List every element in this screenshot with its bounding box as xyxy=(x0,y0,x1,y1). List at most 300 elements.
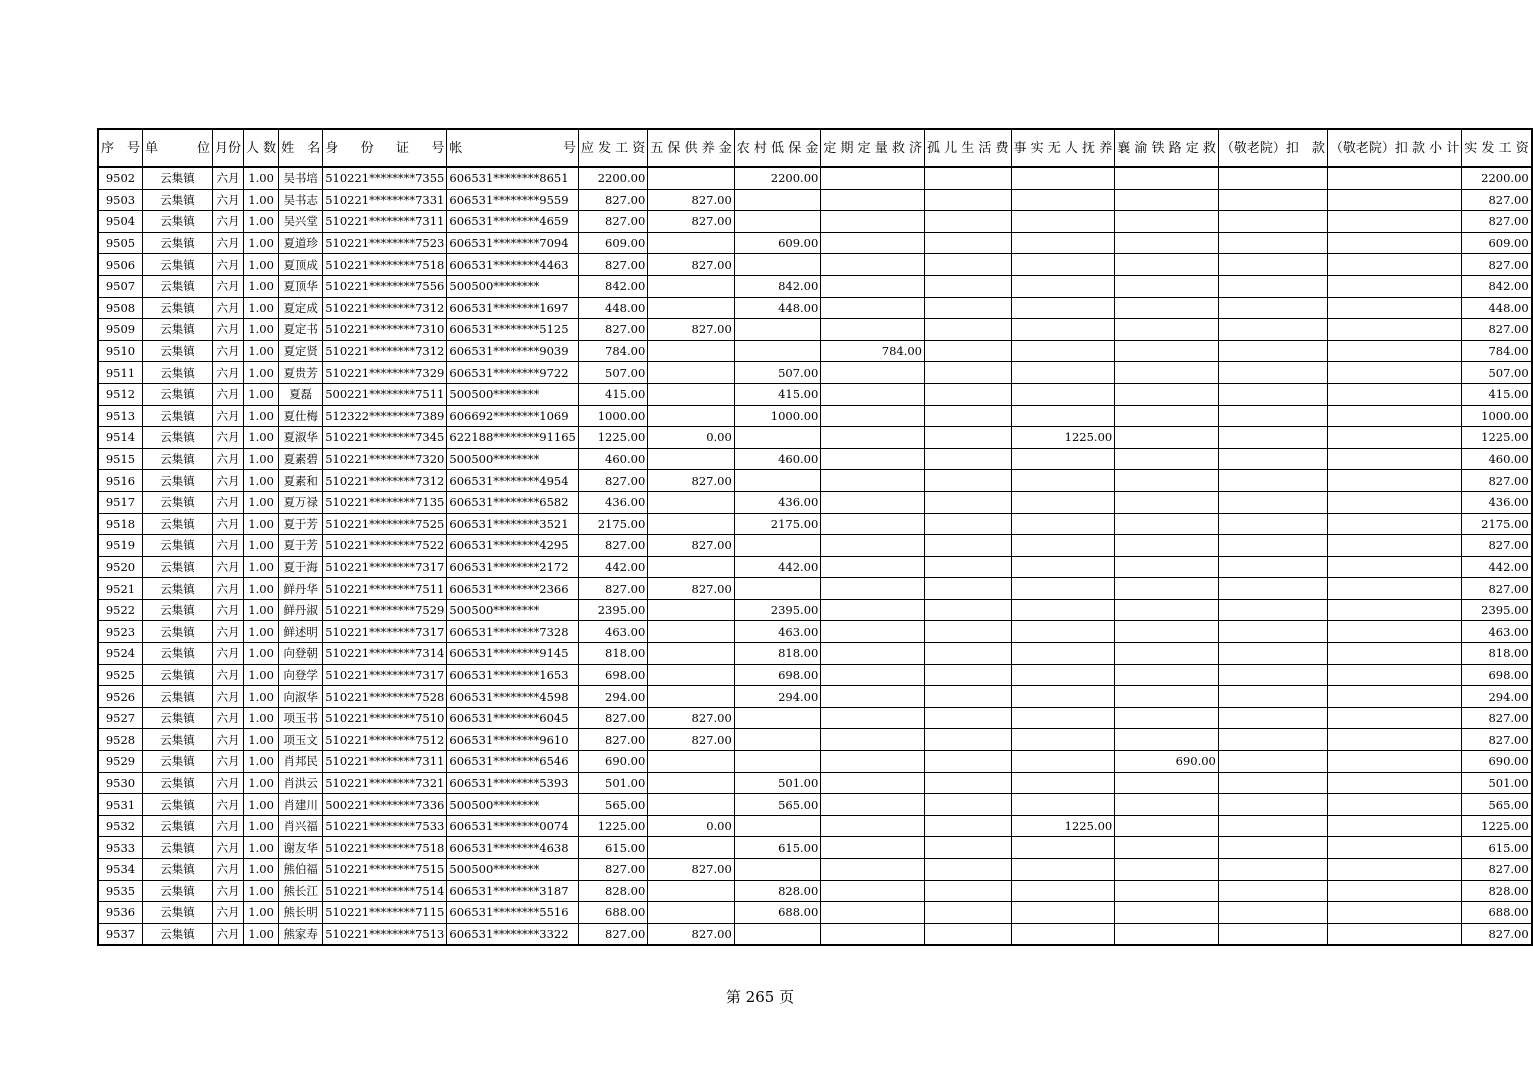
table-cell: 606531********5125 xyxy=(447,319,578,341)
table-cell xyxy=(1011,383,1115,405)
table-cell: 827.00 xyxy=(648,578,735,600)
table-cell: 510221********7515 xyxy=(323,859,447,881)
table-cell: 507.00 xyxy=(734,362,821,384)
table-cell xyxy=(1218,232,1327,254)
table-cell xyxy=(1218,923,1327,945)
table-cell: 1.00 xyxy=(244,275,279,297)
table-cell: 1.00 xyxy=(244,751,279,773)
table-cell: 448.00 xyxy=(734,297,821,319)
table-cell: 9532 xyxy=(98,815,143,837)
table-cell xyxy=(1011,513,1115,535)
table-cell xyxy=(1327,729,1461,751)
table-cell: 向淑华 xyxy=(279,686,323,708)
table-cell xyxy=(1011,189,1115,211)
table-cell xyxy=(821,664,925,686)
table-row xyxy=(98,535,1532,557)
table-cell xyxy=(821,880,925,902)
table-row xyxy=(98,621,1532,643)
table-cell: 606531********5393 xyxy=(447,772,578,794)
table-cell xyxy=(1115,578,1219,600)
table-cell: 六月 xyxy=(213,448,244,470)
table-cell: 云集镇 xyxy=(143,189,213,211)
table-cell xyxy=(1327,837,1461,859)
table-cell: 六月 xyxy=(213,383,244,405)
table-cell: 夏顶成 xyxy=(279,254,323,276)
table-cell xyxy=(1218,189,1327,211)
table-cell: 1.00 xyxy=(244,340,279,362)
table-cell xyxy=(1115,275,1219,297)
table-cell: 827.00 xyxy=(648,707,735,729)
table-cell: 827.00 xyxy=(648,189,735,211)
table-cell: 9505 xyxy=(98,232,143,254)
table-cell xyxy=(1115,491,1219,513)
table-cell xyxy=(1327,232,1461,254)
table-cell: 云集镇 xyxy=(143,535,213,557)
table-cell xyxy=(1218,664,1327,686)
table-cell xyxy=(1327,578,1461,600)
table-cell: 云集镇 xyxy=(143,362,213,384)
table-cell xyxy=(648,794,735,816)
table-cell: 夏顶华 xyxy=(279,275,323,297)
table-cell xyxy=(821,599,925,621)
table-cell xyxy=(648,448,735,470)
table-cell: 9525 xyxy=(98,664,143,686)
table-cell: 827.00 xyxy=(1462,189,1532,211)
table-cell xyxy=(1011,686,1115,708)
table-cell xyxy=(925,772,1012,794)
table-cell: 9518 xyxy=(98,513,143,535)
table-cell: 827.00 xyxy=(578,707,647,729)
table-cell: 向登朝 xyxy=(279,643,323,665)
table-cell: 9513 xyxy=(98,405,143,427)
table-row xyxy=(98,167,1532,189)
table-cell xyxy=(1218,383,1327,405)
table-cell xyxy=(1115,643,1219,665)
table-cell: 熊长明 xyxy=(279,902,323,924)
table-cell xyxy=(1218,319,1327,341)
table-cell xyxy=(1218,859,1327,881)
table-cell xyxy=(925,513,1012,535)
table-cell: 827.00 xyxy=(648,535,735,557)
table-cell: 9519 xyxy=(98,535,143,557)
table-cell: 六月 xyxy=(213,707,244,729)
table-cell: 828.00 xyxy=(1462,880,1532,902)
table-cell: 吴书培 xyxy=(279,167,323,189)
table-cell: 827.00 xyxy=(578,729,647,751)
table-cell: 项玉文 xyxy=(279,729,323,751)
table-cell xyxy=(734,189,821,211)
table-cell: 六月 xyxy=(213,556,244,578)
table-cell: 688.00 xyxy=(1462,902,1532,924)
table-cell: 690.00 xyxy=(578,751,647,773)
table-cell: 项玉书 xyxy=(279,707,323,729)
table-cell: 云集镇 xyxy=(143,319,213,341)
column-header: 农 村 低 保 金 xyxy=(734,129,821,167)
table-cell xyxy=(648,772,735,794)
table-cell: 606531********9039 xyxy=(447,340,578,362)
table-cell: 云集镇 xyxy=(143,448,213,470)
table-cell: 吴兴堂 xyxy=(279,211,323,233)
table-cell: 六月 xyxy=(213,729,244,751)
table-cell xyxy=(925,599,1012,621)
table-cell xyxy=(1115,232,1219,254)
table-cell: 827.00 xyxy=(578,189,647,211)
table-row xyxy=(98,664,1532,686)
table-cell: 460.00 xyxy=(734,448,821,470)
table-cell xyxy=(1218,254,1327,276)
table-cell: 9521 xyxy=(98,578,143,600)
table-cell xyxy=(1011,707,1115,729)
table-cell: 606531********5516 xyxy=(447,902,578,924)
table-cell xyxy=(1115,794,1219,816)
table-cell: 2395.00 xyxy=(734,599,821,621)
table-cell: 510221********7329 xyxy=(323,362,447,384)
table-cell: 夏定贤 xyxy=(279,340,323,362)
table-cell: 606692********1069 xyxy=(447,405,578,427)
table-cell: 1.00 xyxy=(244,491,279,513)
table-cell xyxy=(734,535,821,557)
table-cell: 云集镇 xyxy=(143,729,213,751)
table-cell xyxy=(1115,815,1219,837)
table-cell xyxy=(1327,383,1461,405)
table-cell: 六月 xyxy=(213,751,244,773)
table-cell xyxy=(648,664,735,686)
table-cell xyxy=(648,297,735,319)
table-cell: 1.00 xyxy=(244,470,279,492)
table-cell: 1225.00 xyxy=(1462,815,1532,837)
table-cell xyxy=(1218,880,1327,902)
table-row xyxy=(98,211,1532,233)
table-cell xyxy=(821,772,925,794)
table-cell: 9527 xyxy=(98,707,143,729)
table-cell xyxy=(925,319,1012,341)
table-row xyxy=(98,751,1532,773)
column-header: 襄 渝 铁 路 定 救 xyxy=(1115,129,1219,167)
table-cell: 云集镇 xyxy=(143,837,213,859)
table-cell: 500500******** xyxy=(447,599,578,621)
table-cell xyxy=(925,729,1012,751)
table-cell: 六月 xyxy=(213,362,244,384)
table-cell xyxy=(925,794,1012,816)
table-cell xyxy=(1218,167,1327,189)
column-header: 五 保 供 养 金 xyxy=(648,129,735,167)
table-cell: 460.00 xyxy=(1462,448,1532,470)
table-cell xyxy=(1327,275,1461,297)
table-row xyxy=(98,859,1532,881)
table-cell: 698.00 xyxy=(578,664,647,686)
table-cell: 1.00 xyxy=(244,902,279,924)
table-cell: 606531********9610 xyxy=(447,729,578,751)
table-cell xyxy=(925,923,1012,945)
table-cell: 9531 xyxy=(98,794,143,816)
table-cell: 827.00 xyxy=(648,923,735,945)
table-cell xyxy=(648,686,735,708)
table-cell xyxy=(1327,297,1461,319)
table-cell xyxy=(821,686,925,708)
table-cell: 云集镇 xyxy=(143,383,213,405)
table-cell: 云集镇 xyxy=(143,427,213,449)
table-cell: 615.00 xyxy=(734,837,821,859)
table-cell: 夏素和 xyxy=(279,470,323,492)
table-cell xyxy=(1011,362,1115,384)
table-cell: 鲜述明 xyxy=(279,621,323,643)
table-cell xyxy=(821,535,925,557)
table-cell: 510221********7314 xyxy=(323,643,447,665)
table-cell xyxy=(648,232,735,254)
table-cell: 云集镇 xyxy=(143,513,213,535)
table-cell xyxy=(925,578,1012,600)
table-cell xyxy=(925,340,1012,362)
column-header: 帐 号 xyxy=(447,129,578,167)
table-cell: 442.00 xyxy=(578,556,647,578)
table-cell xyxy=(821,405,925,427)
table-cell xyxy=(1011,772,1115,794)
table-cell: 云集镇 xyxy=(143,578,213,600)
table-row xyxy=(98,643,1532,665)
table-cell: 622188********91165 xyxy=(447,427,578,449)
table-cell: 1.00 xyxy=(244,923,279,945)
table-cell xyxy=(1218,815,1327,837)
table-cell xyxy=(1115,880,1219,902)
table-cell: 688.00 xyxy=(578,902,647,924)
table-cell: 463.00 xyxy=(734,621,821,643)
table-cell: 1.00 xyxy=(244,664,279,686)
table-cell: 2200.00 xyxy=(1462,167,1532,189)
table-cell: 606531********7094 xyxy=(447,232,578,254)
table-cell xyxy=(821,794,925,816)
table-cell xyxy=(1218,405,1327,427)
table-cell xyxy=(821,491,925,513)
table-cell xyxy=(648,621,735,643)
table-cell: 615.00 xyxy=(578,837,647,859)
table-cell: 六月 xyxy=(213,880,244,902)
table-cell xyxy=(1011,556,1115,578)
table-cell xyxy=(1115,470,1219,492)
table-cell: 510221********7525 xyxy=(323,513,447,535)
table-row xyxy=(98,405,1532,427)
table-cell: 827.00 xyxy=(1462,319,1532,341)
table-cell xyxy=(1115,513,1219,535)
table-cell xyxy=(734,751,821,773)
table-cell xyxy=(1115,254,1219,276)
table-cell xyxy=(1327,167,1461,189)
column-header: 单 位 xyxy=(143,129,213,167)
table-cell xyxy=(1115,556,1219,578)
table-cell xyxy=(925,167,1012,189)
table-cell xyxy=(1011,470,1115,492)
table-cell: 六月 xyxy=(213,275,244,297)
table-cell: 415.00 xyxy=(578,383,647,405)
table-cell: 云集镇 xyxy=(143,880,213,902)
table-cell xyxy=(648,902,735,924)
table-cell xyxy=(1115,664,1219,686)
table-cell xyxy=(1327,599,1461,621)
table-cell xyxy=(734,254,821,276)
table-cell xyxy=(648,491,735,513)
table-cell xyxy=(648,880,735,902)
table-cell: 1.00 xyxy=(244,167,279,189)
table-cell: 512322********7389 xyxy=(323,405,447,427)
table-cell: 2395.00 xyxy=(578,599,647,621)
table-cell xyxy=(1218,448,1327,470)
table-cell: 1.00 xyxy=(244,383,279,405)
table-cell: 9530 xyxy=(98,772,143,794)
table-cell: 六月 xyxy=(213,340,244,362)
table-cell: 云集镇 xyxy=(143,859,213,881)
table-cell xyxy=(1327,686,1461,708)
table-cell xyxy=(925,383,1012,405)
table-cell: 9523 xyxy=(98,621,143,643)
table-cell: 1.00 xyxy=(244,815,279,837)
table-cell xyxy=(1115,729,1219,751)
table-cell: 云集镇 xyxy=(143,491,213,513)
table-row xyxy=(98,513,1532,535)
table-cell xyxy=(1011,405,1115,427)
table-cell xyxy=(1218,340,1327,362)
table-cell: 1.00 xyxy=(244,729,279,751)
table-cell xyxy=(1115,686,1219,708)
table-cell: 1.00 xyxy=(244,643,279,665)
table-cell: 510221********7518 xyxy=(323,254,447,276)
table-cell xyxy=(1115,621,1219,643)
table-cell xyxy=(734,319,821,341)
table-cell: 六月 xyxy=(213,254,244,276)
table-cell: 夏仕梅 xyxy=(279,405,323,427)
table-cell: 827.00 xyxy=(648,319,735,341)
table-cell: 606531********3187 xyxy=(447,880,578,902)
table-cell: 827.00 xyxy=(648,254,735,276)
table-cell xyxy=(925,837,1012,859)
table-cell xyxy=(1327,513,1461,535)
table-cell xyxy=(1011,729,1115,751)
table-body xyxy=(98,167,1532,945)
table-cell xyxy=(1011,664,1115,686)
table-cell: 云集镇 xyxy=(143,211,213,233)
table-cell: 1.00 xyxy=(244,427,279,449)
table-cell xyxy=(1011,794,1115,816)
table-cell xyxy=(734,427,821,449)
table-cell xyxy=(925,470,1012,492)
table-cell xyxy=(1011,923,1115,945)
table-cell: 501.00 xyxy=(1462,772,1532,794)
table-cell: 六月 xyxy=(213,491,244,513)
table-cell xyxy=(925,297,1012,319)
table-cell: 606531********7328 xyxy=(447,621,578,643)
table-cell: 827.00 xyxy=(578,535,647,557)
table-cell xyxy=(1011,599,1115,621)
table-cell: 9514 xyxy=(98,427,143,449)
table-cell: 827.00 xyxy=(648,211,735,233)
table-row xyxy=(98,383,1532,405)
table-cell: 510221********7331 xyxy=(323,189,447,211)
table-cell xyxy=(1011,491,1115,513)
table-cell xyxy=(925,211,1012,233)
table-cell xyxy=(1218,643,1327,665)
table-cell xyxy=(648,362,735,384)
table-cell: 415.00 xyxy=(734,383,821,405)
table-cell xyxy=(821,621,925,643)
table-cell xyxy=(925,880,1012,902)
table-cell xyxy=(925,491,1012,513)
table-cell: 828.00 xyxy=(734,880,821,902)
table-cell xyxy=(925,448,1012,470)
table-cell xyxy=(1218,707,1327,729)
table-cell: 510221********7522 xyxy=(323,535,447,557)
table-cell: 606531********6546 xyxy=(447,751,578,773)
column-header: （敬老院）扣 款 小 计 xyxy=(1327,129,1461,167)
table-cell: 510221********7312 xyxy=(323,340,447,362)
table-cell: 夏定书 xyxy=(279,319,323,341)
table-cell: 1.00 xyxy=(244,362,279,384)
table-cell: 9502 xyxy=(98,167,143,189)
column-header: 事 实 无 人 抚 养 xyxy=(1011,129,1115,167)
table-cell: 六月 xyxy=(213,815,244,837)
table-cell: 1.00 xyxy=(244,686,279,708)
table-cell xyxy=(648,556,735,578)
table-cell: 460.00 xyxy=(578,448,647,470)
table-cell: 606531********0074 xyxy=(447,815,578,837)
table-cell xyxy=(1327,470,1461,492)
table-cell xyxy=(1011,275,1115,297)
table-row xyxy=(98,902,1532,924)
table-cell: 六月 xyxy=(213,319,244,341)
table-cell xyxy=(1218,794,1327,816)
table-cell xyxy=(1011,319,1115,341)
table-cell xyxy=(1327,707,1461,729)
table-cell: 606531********1697 xyxy=(447,297,578,319)
table-cell xyxy=(821,383,925,405)
table-cell: 云集镇 xyxy=(143,664,213,686)
table-cell: 2395.00 xyxy=(1462,599,1532,621)
table-cell xyxy=(1327,427,1461,449)
table-cell xyxy=(1327,772,1461,794)
table-cell: 510221********7523 xyxy=(323,232,447,254)
table-cell: 云集镇 xyxy=(143,643,213,665)
table-cell: 463.00 xyxy=(1462,621,1532,643)
table-cell xyxy=(1115,340,1219,362)
table-cell xyxy=(1115,448,1219,470)
table-cell: 500500******** xyxy=(447,383,578,405)
table-cell xyxy=(1115,427,1219,449)
table-cell: 夏于芳 xyxy=(279,513,323,535)
table-cell: 1.00 xyxy=(244,794,279,816)
table-cell: 夏淑华 xyxy=(279,427,323,449)
table-cell xyxy=(1011,167,1115,189)
table-cell xyxy=(1115,297,1219,319)
table-cell: 9516 xyxy=(98,470,143,492)
table-cell: 1225.00 xyxy=(1011,815,1115,837)
table-cell: 510221********7510 xyxy=(323,707,447,729)
table-cell: 夏贵芳 xyxy=(279,362,323,384)
table-cell: 1000.00 xyxy=(1462,405,1532,427)
table-cell xyxy=(1218,751,1327,773)
table-cell: 六月 xyxy=(213,772,244,794)
table-cell xyxy=(821,729,925,751)
table-cell: 肖邦民 xyxy=(279,751,323,773)
table-cell xyxy=(925,232,1012,254)
table-cell xyxy=(1115,383,1219,405)
table-cell: 云集镇 xyxy=(143,340,213,362)
table-cell xyxy=(734,729,821,751)
table-cell xyxy=(1218,599,1327,621)
table-cell xyxy=(1327,556,1461,578)
table-cell xyxy=(1327,643,1461,665)
table-cell: 510221********7311 xyxy=(323,211,447,233)
table-cell: 1.00 xyxy=(244,254,279,276)
table-cell: 六月 xyxy=(213,902,244,924)
table-cell: 云集镇 xyxy=(143,707,213,729)
table-cell: 294.00 xyxy=(1462,686,1532,708)
